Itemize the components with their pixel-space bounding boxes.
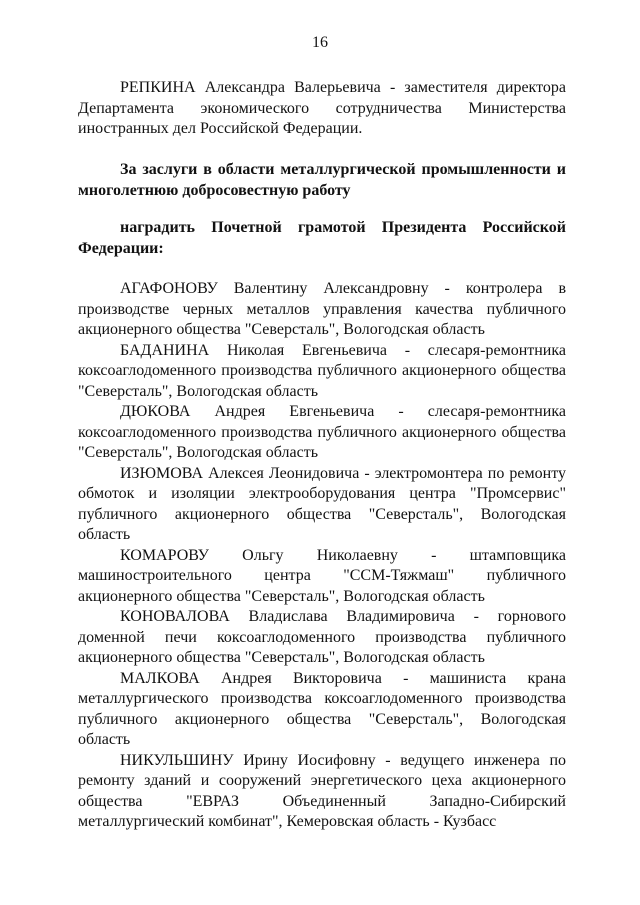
awardee-list	[78, 279, 566, 833]
intro-paragraph: РЕПКИНА Александра Валерьевича - заместителя директора Департамента экономического сотрудничества Министерства иностранных дел Российской Федерации.	[78, 79, 566, 137]
award-heading: наградить Почетной грамотой Президента Российской Федерации:	[78, 219, 566, 257]
awardee-paragraph: КОНОВАЛОВА Владислава Владимировича - горнового доменной печи коксоаглодоменного производства публичного акционерного общества "Северсталь", Вологодская область	[78, 608, 566, 666]
awardee-paragraph: МАЛКОВА Андрея Викторовича - машиниста крана металлургического производства коксоаглодоменного производства публичного акционерного общества "Северсталь", Вологодская область	[78, 669, 566, 748]
awardee-paragraph: ДЮКОВА Андрея Евгеньевича - слесаря-ремонтника коксоаглодоменного производства публичного акционерного общества "Северсталь", Вологодская область	[78, 403, 566, 461]
awardee-paragraph: НИКУЛЬШИНУ Ирину Иосифовну - ведущего инженера по ремонту зданий и сооружений энергетического цеха акционерного общества "ЕВРАЗ Объединенный Западно-Сибирский металлургический комбинат", Кемеровская область - Кузбасс	[78, 751, 566, 830]
awardee-paragraph: КОМАРОВУ Ольгу Николаевну - штамповщика машиностроительного центра "ССМ-Тяжмаш" публичного акционерного общества "Северсталь", Вологодская область	[78, 546, 566, 605]
awardee-paragraph: БАДАНИНА Николая Евгеньевича - слесаря-ремонтника коксоаглодоменного производства публичного акционерного общества "Северсталь", Вологодская область	[78, 341, 566, 400]
awardee-paragraph: ИЗЮМОВА Алексея Леонидовича - электромонтера по ремонту обмоток и изоляции электрооборудования центра "Промсервис" публичного акционерного общества "Северсталь", Вологодская область	[78, 464, 566, 543]
page-number: 16	[312, 34, 328, 51]
awardee-paragraph: АГАФОНОВУ Валентину Александровну - контролера в производстве черных металлов управления качества публичного акционерного общества "Северсталь", Вологодская область	[78, 280, 566, 338]
merit-heading: За заслуги в области металлургической промышленности и многолетнюю добросовестную работу	[78, 161, 566, 199]
